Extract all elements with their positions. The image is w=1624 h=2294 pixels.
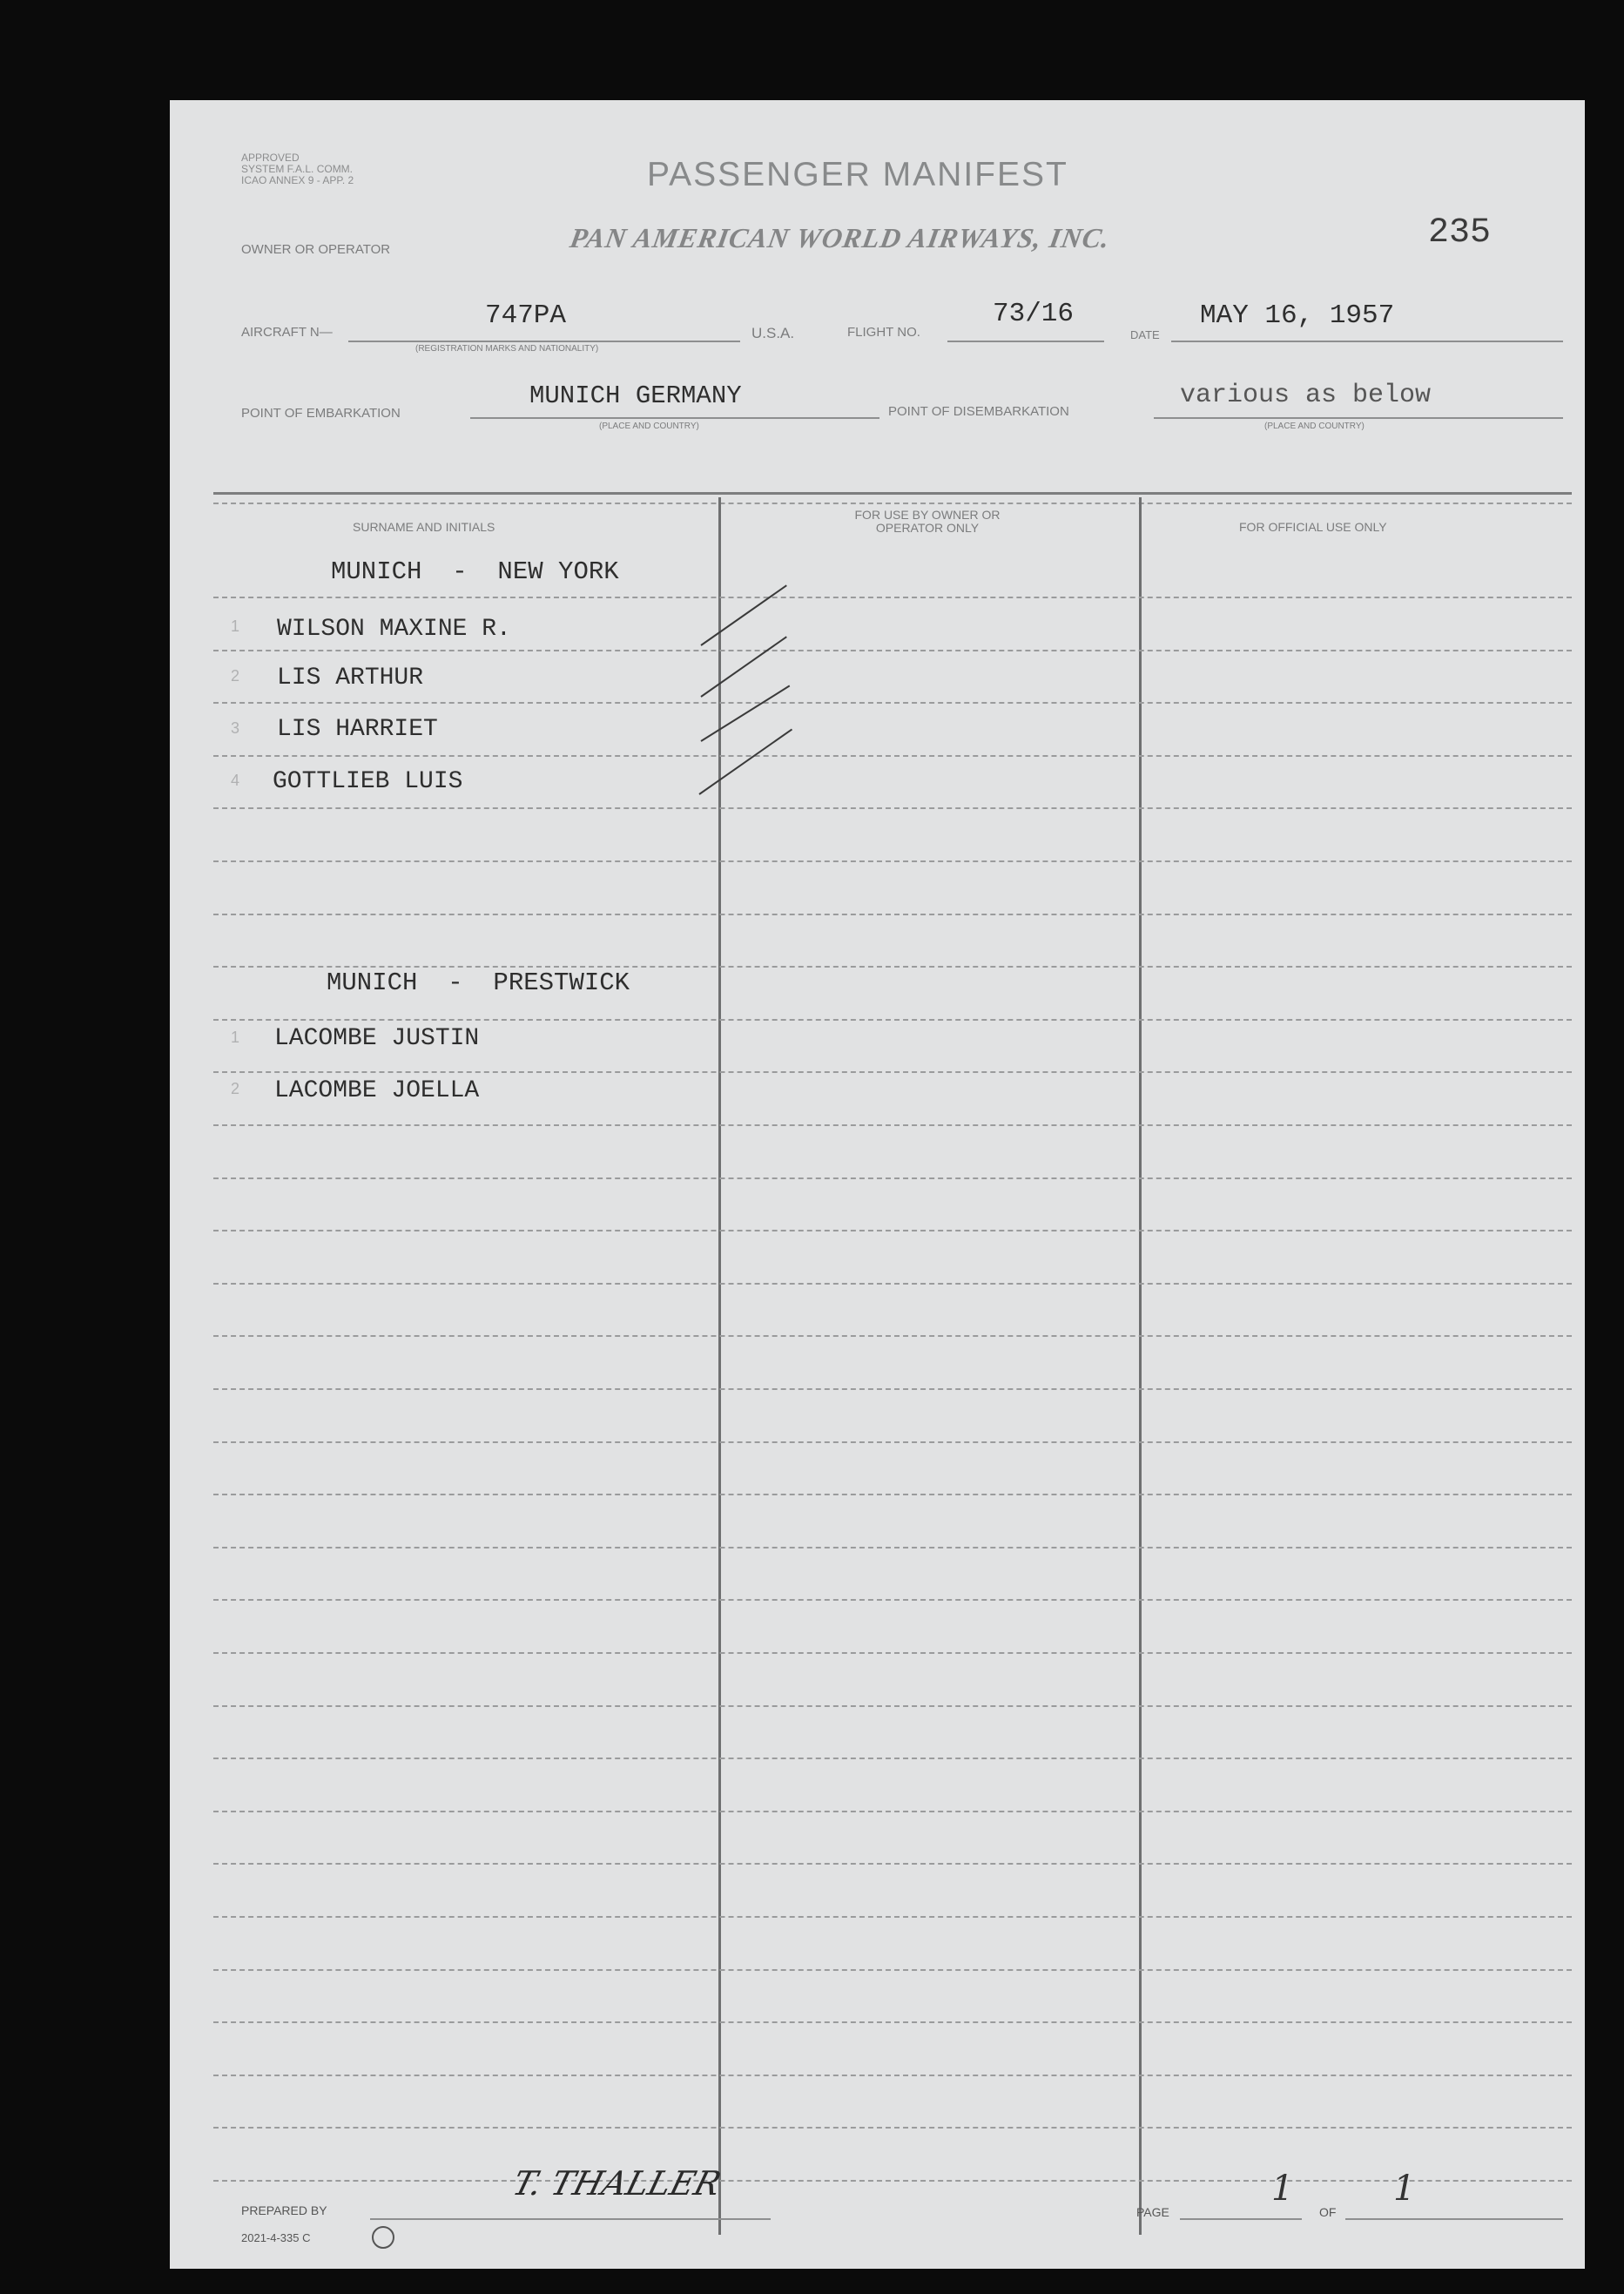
- disembarkation-label: POINT OF DISEMBARKATION: [888, 404, 1069, 419]
- row-rule: [213, 1230, 1572, 1231]
- row-number: 1: [231, 1029, 240, 1046]
- row-rule: [213, 1758, 1572, 1759]
- column-header-surname: SURNAME AND INITIALS: [353, 520, 495, 534]
- row-rule: [213, 1019, 1572, 1021]
- row-rule: [213, 1124, 1572, 1126]
- passenger-name: LIS ARTHUR: [277, 665, 424, 692]
- row-rule: [213, 860, 1572, 862]
- flight-underline: [947, 341, 1104, 342]
- date-value: MAY 16, 1957: [1200, 300, 1395, 331]
- row-rule: [213, 1705, 1572, 1707]
- row-number: 2: [231, 1080, 240, 1097]
- row-rule: [213, 1441, 1572, 1443]
- usa-label: U.S.A.: [751, 325, 795, 341]
- row-rule: [213, 1599, 1572, 1601]
- passenger-name: LACOMBE JOELLA: [274, 1077, 480, 1104]
- embarkation-underline: [470, 417, 879, 419]
- page-label: PAGE: [1136, 2205, 1169, 2219]
- prepared-by-underline: [370, 2218, 771, 2220]
- check-mark: [698, 729, 792, 795]
- airline-name: PAN AMERICAN WORLD AIRWAYS, INC.: [567, 222, 1113, 253]
- page-stamp-number: 235: [1428, 213, 1492, 253]
- section-heading-prestwick: MUNICH - PRESTWICK: [327, 968, 630, 997]
- of-value: 1: [1393, 2169, 1416, 2209]
- row-rule: [213, 1969, 1572, 1971]
- row-rule: [213, 1652, 1572, 1654]
- row-rule: [213, 807, 1572, 809]
- row-rule: [213, 597, 1572, 598]
- embarkation-label: POINT OF EMBARKATION: [241, 406, 401, 421]
- column-divider-2: [1139, 497, 1142, 2235]
- row-rule: [213, 2021, 1572, 2023]
- approval-line-2: SYSTEM F.A.L. COMM.: [241, 163, 354, 175]
- table-top-rule-2: [213, 503, 1572, 504]
- aircraft-value: 747PA: [485, 300, 567, 331]
- manifest-page: [170, 100, 1585, 2269]
- row-rule: [213, 1177, 1572, 1179]
- embarkation-caption: (PLACE AND COUNTRY): [599, 422, 699, 431]
- embarkation-value: MUNICH GERMANY: [529, 381, 742, 410]
- check-mark: [700, 685, 790, 742]
- passenger-name: LIS HARRIET: [277, 716, 438, 743]
- row-rule: [213, 755, 1572, 757]
- row-rule: [213, 1071, 1572, 1073]
- date-underline: [1171, 341, 1563, 342]
- of-underline: [1345, 2218, 1563, 2220]
- passenger-name: WILSON MAXINE R.: [277, 616, 511, 643]
- aircraft-label: AIRCRAFT N—: [241, 325, 333, 340]
- row-rule: [213, 2075, 1572, 2076]
- approval-note: [241, 152, 415, 186]
- row-rule: [213, 1811, 1572, 1812]
- approval-line-1: APPROVED: [241, 152, 300, 164]
- row-number: 4: [231, 772, 240, 789]
- row-rule: [213, 650, 1572, 651]
- column-header-owner: FOR USE BY OWNER OR OPERATOR ONLY: [854, 508, 1001, 535]
- check-mark: [700, 584, 786, 645]
- column-header-official: FOR OFFICIAL USE ONLY: [1239, 520, 1387, 534]
- row-rule: [213, 914, 1572, 915]
- registration-caption: (REGISTRATION MARKS AND NATIONALITY): [415, 344, 599, 354]
- disembarkation-value: various as below: [1180, 381, 1432, 410]
- prepared-by-signature: T. THALLER: [509, 2164, 725, 2203]
- passenger-name: GOTTLIEB LUIS: [273, 768, 463, 795]
- stamp-icon: [372, 2226, 394, 2249]
- page-value: 1: [1271, 2169, 1294, 2209]
- of-label: OF: [1319, 2205, 1337, 2219]
- table-top-rule: [213, 492, 1572, 495]
- row-rule: [213, 1335, 1572, 1337]
- flight-value: 73/16: [993, 299, 1075, 329]
- date-label: DATE: [1130, 328, 1160, 341]
- aircraft-underline: [348, 341, 740, 342]
- approval-line-3: ICAO ANNEX 9 - APP. 2: [241, 174, 354, 186]
- section-heading-new-york: MUNICH - NEW YORK: [331, 557, 619, 586]
- row-rule: [213, 1916, 1572, 1918]
- form-title: PASSENGER MANIFEST: [647, 156, 1068, 193]
- row-rule: [213, 2180, 1572, 2182]
- row-rule: [213, 966, 1572, 968]
- disembarkation-underline: [1154, 417, 1563, 419]
- prepared-by-label: PREPARED BY: [241, 2203, 327, 2217]
- page-underline: [1180, 2218, 1302, 2220]
- owner-operator-label: OWNER OR OPERATOR: [241, 242, 391, 257]
- form-number: 2021-4-335 C: [241, 2231, 311, 2244]
- row-number: 2: [231, 667, 240, 685]
- row-rule: [213, 1547, 1572, 1548]
- column-divider-1: [718, 497, 721, 2235]
- check-mark: [700, 636, 786, 697]
- row-rule: [213, 2127, 1572, 2129]
- passenger-name: LACOMBE JUSTIN: [274, 1025, 480, 1052]
- row-rule: [213, 1388, 1572, 1390]
- row-number: 1: [231, 617, 240, 635]
- row-rule: [213, 1494, 1572, 1495]
- flight-no-label: FLIGHT NO.: [847, 325, 920, 340]
- row-number: 3: [231, 719, 240, 737]
- row-rule: [213, 702, 1572, 704]
- row-rule: [213, 1283, 1572, 1285]
- row-rule: [213, 1863, 1572, 1865]
- disembarkation-caption: (PLACE AND COUNTRY): [1264, 422, 1365, 431]
